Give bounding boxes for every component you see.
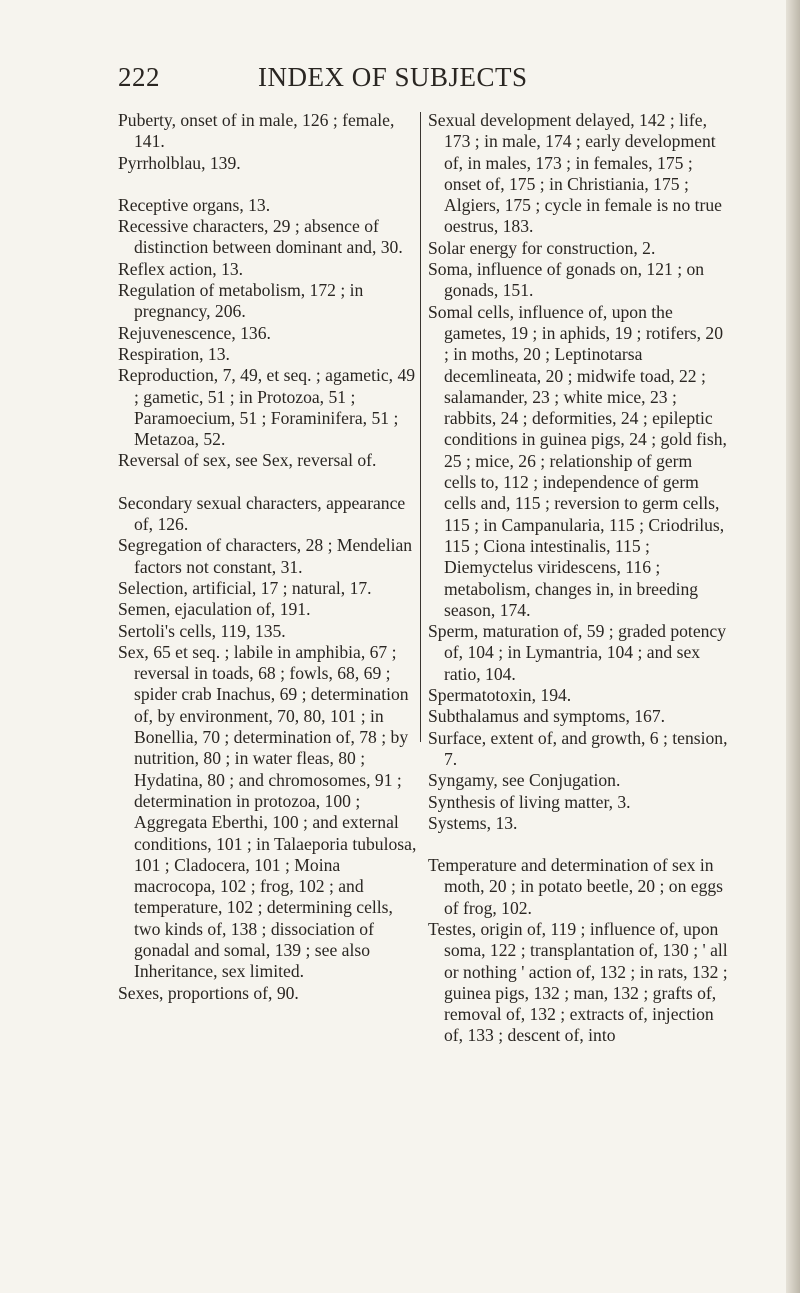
index-entry: Spermatotoxin, 194. bbox=[428, 685, 572, 706]
index-entry: Temperature and determination of sex in moth, 20 ; in potato beetle, 20 ; on eggs of frog, 102. bbox=[428, 855, 724, 918]
page-number: 222 bbox=[118, 62, 160, 92]
index-entry: Sexual development delayed, 142 ; life, 173 ; in male, 174 ; early development of, in males, 173 ; in females, 175 ; onset of, 175 ; in Christiania, 175 ; Algiers, 175 ; cycle in female is no true oestrus, 183. bbox=[428, 110, 722, 237]
index-entry: Puberty, onset of in male, 126 ; female, 141. bbox=[118, 110, 395, 152]
index-entry: Respiration, 13. bbox=[118, 343, 230, 364]
column-divider bbox=[420, 112, 421, 742]
index-entry: Selection, artificial, 17 ; natural, 17. bbox=[118, 577, 372, 598]
index-entry: Secondary sexual characters, appearance of, 126. bbox=[118, 492, 406, 535]
index-entry: Receptive organs, 13. bbox=[118, 194, 271, 215]
index-entry: Reflex action, 13. bbox=[118, 258, 244, 279]
index-entry: Segregation of characters, 28 ; Mendelian factors not constant, 31. bbox=[118, 535, 413, 577]
index-entry: Sperm, maturation of, 59 ; graded potency of, 104 ; in Lymantria, 104 ; and sex ratio, 104. bbox=[428, 621, 727, 684]
index-entry: Testes, origin of, 119 ; influence of, upon soma, 122 ; transplantation of, 130 ; ' all or nothing ' action of, 132 ; in rats, 132 ; guinea pigs, 132 ; man, 132 ; grafts of, removal of, 132 ; extracts of, injection of, 133 ; descent of, into bbox=[428, 918, 728, 1046]
index-entry: Reproduction, 7, 49, et seq. ; agametic, 49 ; gametic, 51 ; in Protozoa, 51 ; Paramoecium, 51 ; Foraminifera, 51 ; Metazoa, 52. bbox=[118, 365, 416, 450]
left-index-column bbox=[118, 110, 418, 1004]
page-title: INDEX OF SUBJECTS bbox=[258, 62, 528, 92]
index-entry: Pyrrholblau, 139. bbox=[118, 152, 241, 173]
index-entry: Soma, influence of gonads on, 121 ; on gonads, 151. bbox=[428, 259, 705, 301]
index-entry: Rejuvenescence, 136. bbox=[118, 322, 271, 343]
index-entry: Sexes, proportions of, 90. bbox=[118, 982, 299, 1003]
index-entry: Solar energy for construction, 2. bbox=[428, 237, 656, 258]
index-entry: Surface, extent of, and growth, 6 ; tension, 7. bbox=[428, 727, 728, 769]
index-entry: Semen, ejaculation of, 191. bbox=[118, 599, 311, 620]
index-entry: Recessive characters, 29 ; absence of distinction between dominant and, 30. bbox=[118, 216, 403, 258]
index-entry: Sertoli's cells, 119, 135. bbox=[118, 620, 286, 641]
index-entry: Sex, 65 et seq. ; labile in amphibia, 67 ; reversal in toads, 68 ; fowls, 68, 69 ; spider crab Inachus, 69 ; determination of, by environment, 70, 80, 101 ; in Bonellia, 70 ; determination of, 78 ; by nutrition, 80 ; in water fleas, 80 ; Hydatina, 80 ; and chromosomes, 91 ; determination in protozoa, 100 ; Aggregata Eberthi, 100 ; and external conditions, 101 ; in Talaeporia tubulosa, 101 ; Cladocera, 101 ; Moina macrocopa, 102 ; frog, 102 ; and temperature, 102 ; determining cells, two kinds of, 138 ; dissociation of gonadal and somal, 139 ; see also Inheritance, sex limited. bbox=[118, 641, 417, 982]
index-entry: Synthesis of living matter, 3. bbox=[428, 791, 631, 812]
right-index-column bbox=[428, 110, 728, 1047]
index-entry: Regulation of metabolism, 172 ; in pregnancy, 206. bbox=[118, 280, 364, 322]
entry-gap bbox=[428, 834, 728, 855]
page-edge-shadow bbox=[786, 0, 800, 1293]
index-entry: Subthalamus and symptoms, 167. bbox=[428, 706, 666, 727]
entry-gap bbox=[118, 174, 418, 195]
index-entry: Systems, 13. bbox=[428, 812, 518, 833]
index-entry: Somal cells, influence of, upon the gametes, 19 ; in aphids, 19 ; rotifers, 20 ; in moths, 20 ; Leptinotarsa decemlineata, 20 ; midwife toad, 22 ; salamander, 23 ; white mice, 23 ; rabbits, 24 ; deformities, 24 ; epileptic conditions in guinea pigs, 24 ; gold fish, 25 ; mice, 26 ; relationship of germ cells to, 112 ; independence of germ cells and, 115 ; reversion to germ cells, 115 ; in Campanularia, 115 ; Criodrilus, 115 ; Ciona intestinalis, 115 ; Diemyctelus viridescens, 116 ; metabolism, changes in, in breeding season, 174. bbox=[428, 301, 727, 620]
entry-gap bbox=[118, 472, 418, 493]
index-entry: Reversal of sex, see Sex, reversal of. bbox=[118, 450, 377, 471]
index-entry: Syngamy, see Conjugation. bbox=[428, 770, 621, 791]
